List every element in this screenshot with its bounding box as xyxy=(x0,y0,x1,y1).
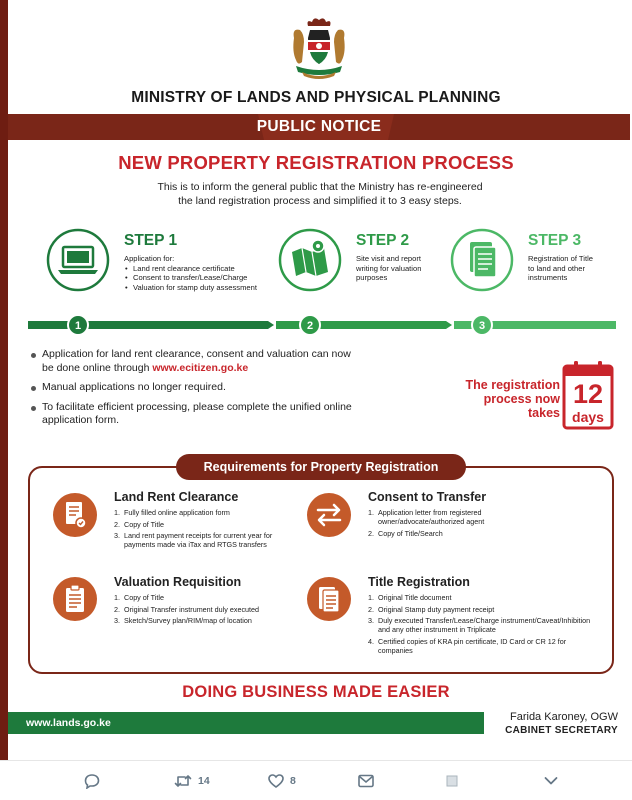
step-2-circle xyxy=(278,228,342,292)
page-left-border xyxy=(0,0,8,760)
bullet-online-prefix: be done online through xyxy=(42,361,153,374)
heart-icon xyxy=(268,773,284,789)
step-2-text xyxy=(356,254,446,283)
signatory-name: Farida Karoney, OGW xyxy=(510,711,618,723)
info-bullets xyxy=(30,348,410,434)
valuation-item: 2. Original Transfer instrument duly executed xyxy=(114,604,260,614)
timeline-number-2: 2 xyxy=(306,320,314,332)
clipboard-icon xyxy=(52,576,98,622)
step-1-heading: Application for: xyxy=(124,254,175,263)
chevron-down-icon xyxy=(544,776,558,786)
valuation-item: 3. Sketch/Survey plan/RIM/map of location xyxy=(114,616,252,625)
title-registration-item: 2. Original Stamp duty payment receipt xyxy=(368,604,495,614)
bullet-manual: Manual applications no longer required. xyxy=(30,381,410,395)
registration-line-3: takes xyxy=(528,406,560,420)
timeline-number-1: 1 xyxy=(74,320,82,332)
bullet-unified-form xyxy=(30,401,410,428)
step-3-text xyxy=(528,254,618,283)
title-registration-item: 4. Certified copies of KRA pin certificate, ID Card or CR 12 for companies xyxy=(368,636,567,655)
direct-message-button[interactable] xyxy=(358,761,374,800)
step-3-circle xyxy=(450,228,514,292)
consent-list xyxy=(368,508,524,540)
intro-line-1: This is to inform the general public that the Ministry has re-engineered xyxy=(157,181,483,193)
more-options-button[interactable] xyxy=(544,761,558,800)
calendar-days-number: 12 xyxy=(572,379,604,409)
website-bar xyxy=(8,712,484,734)
map-pin-icon xyxy=(292,240,328,276)
intro-line-2: the land registration process and simplified it to 3 easy steps. xyxy=(178,195,462,207)
coat-of-arms-icon xyxy=(288,16,350,82)
land-rent-title: Land Rent Clearance xyxy=(114,490,239,504)
step-1-circle xyxy=(46,228,110,292)
intro-text xyxy=(120,180,520,208)
land-rent-list xyxy=(114,508,286,552)
step-2-line-2: writing for valuation xyxy=(356,263,422,273)
title-registration-item: 3. Duly executed Transfer/Lease/Charge instrument/Caveat/Inhibition and any other instrument in Triplicate xyxy=(368,616,591,634)
process-title: NEW PROPERTY REGISTRATION PROCESS xyxy=(118,152,514,173)
website-link[interactable]: www.lands.go.ke xyxy=(26,717,111,729)
step-2-line-1: Site visit and report xyxy=(356,254,421,263)
bullet-online xyxy=(30,348,410,375)
valuation-title: Valuation Requisition xyxy=(114,575,242,589)
bullet-online-line-2 xyxy=(42,362,410,376)
step-3-line-1: Registration of Title xyxy=(528,254,593,263)
title-registration-list xyxy=(368,593,600,657)
bullet-form-line-2: application form. xyxy=(42,414,120,426)
consent-title: Consent to Transfer xyxy=(368,490,487,504)
registration-line-2: process now xyxy=(483,392,560,406)
analytics-icon xyxy=(446,775,458,787)
analytics-button[interactable] xyxy=(446,761,458,800)
land-rent-item: 2. Copy of Title xyxy=(114,519,164,529)
step-3-line-2: to land and other xyxy=(528,263,585,273)
registration-line-1: The registration xyxy=(465,378,560,392)
envelope-icon xyxy=(358,774,374,788)
retweet-count: 14 xyxy=(198,775,210,787)
tagline: DOING BUSINESS MADE EASIER xyxy=(182,683,450,701)
step-1-text xyxy=(124,254,274,292)
bullet-online-line-1: Application for land rent clearance, consent and valuation can now xyxy=(42,348,351,360)
step-1-item: • Consent to transfer/Lease/Charge xyxy=(124,273,274,283)
calendar-days-unit: days xyxy=(572,409,604,425)
land-rent-item: 3. Land rent payment receipts for current year for payments made via iTax and RTGS transfers xyxy=(114,531,273,549)
laptop-icon xyxy=(58,247,98,274)
step-2-line-3: purposes xyxy=(356,273,388,283)
step-1-item: • Valuation for stamp duty assessment xyxy=(124,283,274,293)
timeline-number-3: 3 xyxy=(478,320,486,332)
certificate-icon xyxy=(52,492,98,538)
step-3-line-3: instruments xyxy=(528,273,568,283)
ministry-name: MINISTRY OF LANDS AND PHYSICAL PLANNING xyxy=(131,89,501,106)
reply-button[interactable] xyxy=(84,761,100,800)
public-notice-title: PUBLIC NOTICE xyxy=(256,118,382,135)
ecitizen-link[interactable]: www.ecitizen.go.ke xyxy=(152,361,249,374)
bullet-form-line-1: To facilitate efficient processing, please complete the unified online xyxy=(42,400,352,413)
consent-item: 1. Application letter from registered owner/advocate/authorized agent xyxy=(368,508,485,526)
like-button[interactable] xyxy=(268,761,296,800)
calendar-icon xyxy=(562,360,614,430)
step-1-title: STEP 1 xyxy=(124,232,178,249)
land-rent-item: 1. Fully filled online application form xyxy=(114,508,230,517)
signatory-role: CABINET SECRETARY xyxy=(505,725,618,736)
public-notice-bar xyxy=(8,114,630,140)
consent-item: 2. Copy of Title/Search xyxy=(368,528,443,538)
step-2-title: STEP 2 xyxy=(356,232,410,249)
title-documents-icon xyxy=(306,576,352,622)
retweet-button[interactable] xyxy=(174,761,210,800)
documents-icon xyxy=(470,242,496,277)
valuation-item: 1. Copy of Title xyxy=(114,593,164,602)
title-registration-title: Title Registration xyxy=(368,575,470,589)
valuation-list xyxy=(114,593,294,628)
retweet-icon xyxy=(174,773,192,789)
reply-icon xyxy=(84,773,100,789)
step-1-item: • Land rent clearance certificate xyxy=(124,264,274,274)
registration-time-text xyxy=(446,378,560,420)
transfer-arrows-icon xyxy=(306,492,352,538)
requirements-title: Requirements for Property Registration xyxy=(176,454,466,480)
title-registration-item: 1. Original Title document xyxy=(368,593,452,602)
steps-timeline xyxy=(28,313,616,337)
step-3-title: STEP 3 xyxy=(528,232,582,249)
like-count: 8 xyxy=(290,775,296,787)
tweet-action-bar xyxy=(0,760,632,800)
